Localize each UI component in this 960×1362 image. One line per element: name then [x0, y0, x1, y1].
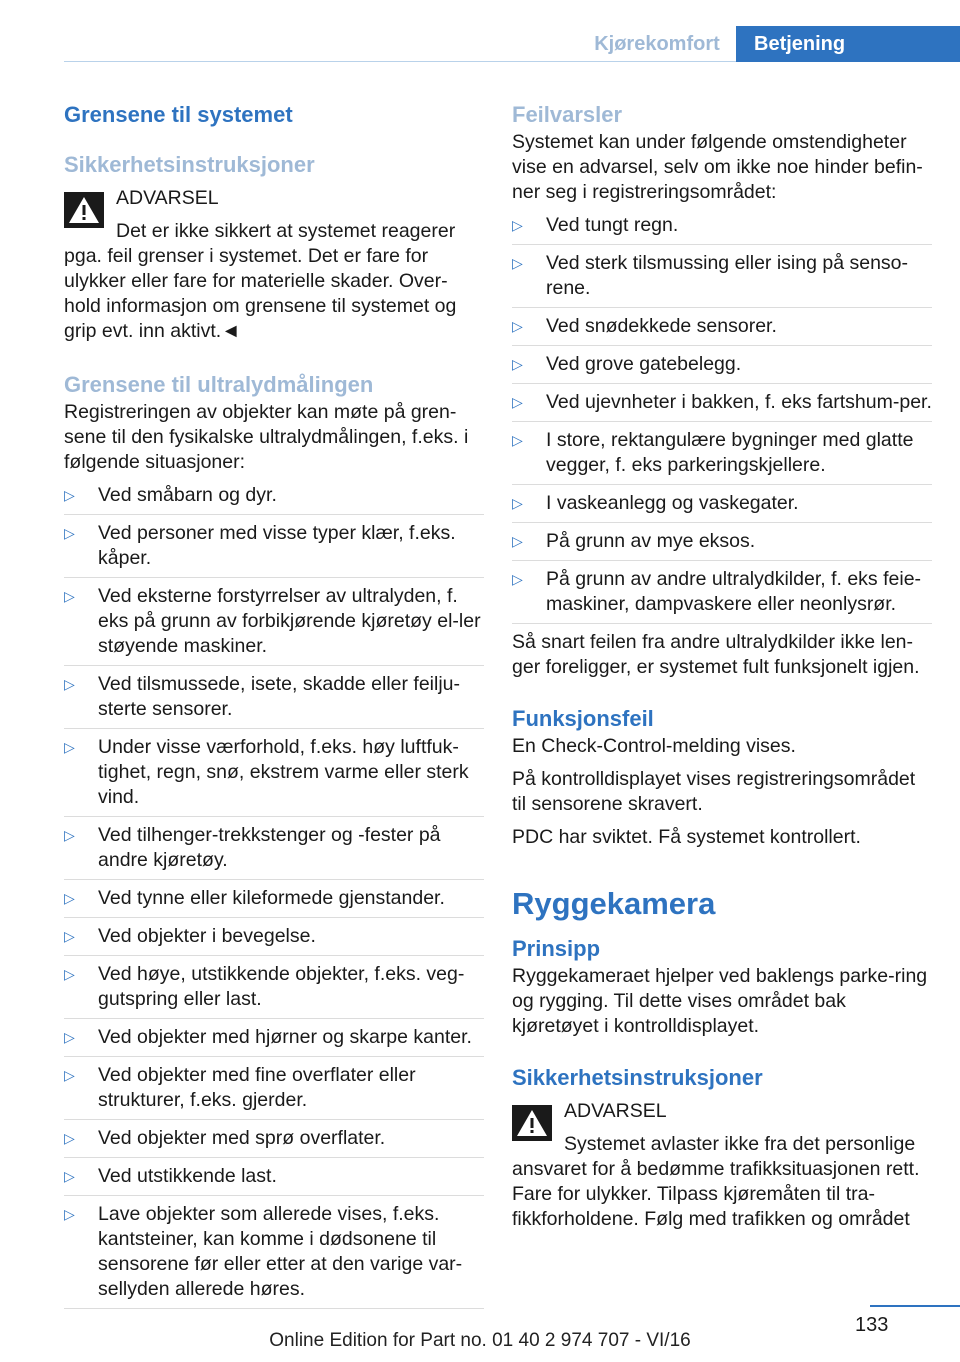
footer-edition: Online Edition for Part no. 01 40 2 974 707 - VI/16 [269, 1330, 691, 1351]
list-item [512, 213, 932, 245]
header-section-tab[interactable]: Kjørekomfort [594, 33, 720, 55]
list-item [64, 1025, 484, 1057]
list-item [512, 567, 932, 624]
triangle-bullet-icon: ▷ [64, 966, 75, 982]
triangle-bullet-icon: ▷ [512, 255, 523, 271]
heading-feilvarsler: Feilvarsler [512, 102, 623, 127]
list-item-text: Lave objekter som allerede vises, f.eks. kantsteiner, kan komme i dødsonene til sensorene før eller etter at den varige var-sellyden allerede høres. [98, 1203, 463, 1300]
list-item [64, 886, 484, 918]
triangle-bullet-icon: ▷ [512, 356, 523, 372]
list-item-text: I vaskeanlegg og vaskegater. [546, 492, 799, 514]
list-item-text: Under visse værforhold, f.eks. høy luftfuk-tighet, regn, snø, ekstrem varme eller sterk vind. [98, 736, 469, 808]
list-item [64, 521, 484, 578]
list-item [64, 1126, 484, 1158]
list-item-text: Ved grove gatebelegg. [546, 353, 742, 375]
warning-text: pga. feil grenser i systemet. Det er fare for ulykker eller fare for materielle skader. Over-hold informasjon om grensene til systemet og grip evt. inn aktivt.◄ [64, 245, 457, 342]
triangle-bullet-icon: ▷ [512, 394, 523, 410]
list-item-text: Ved høye, utstikkende objekter, f.eks. veg-gutspring eller last. [98, 963, 465, 1010]
triangle-bullet-icon: ▷ [64, 739, 75, 755]
situation-list [64, 483, 484, 1309]
list-item [512, 251, 932, 308]
paragraph-ultralyd: Registreringen av objekter kan møte på gren-sene til den fysikalske ultralydmålingen, f.eks. i følgende situasjoner: [64, 401, 469, 473]
paragraph-prinsipp: Ryggekameraet hjelper ved baklengs parke-ring og rygging. Til dette vises området bak kjøretøyet i kontrolldisplayet. [512, 965, 928, 1037]
list-item [512, 428, 932, 485]
list-item-text: Ved ujevnheter i bakken, f. eks fartshum-per. [546, 391, 932, 413]
list-item-text: Ved utstikkende last. [98, 1165, 277, 1187]
header-active-tab[interactable]: Betjening [736, 26, 960, 62]
triangle-bullet-icon: ▷ [64, 890, 75, 906]
list-item-text: Ved tilsmussede, isete, skadde eller feilju-sterte sensorer. [98, 673, 461, 720]
triangle-bullet-icon: ▷ [64, 827, 75, 843]
list-item-text: På grunn av andre ultralydkilder, f. eks feie-maskiner, dampvaskere eller neonlysrør. [546, 568, 922, 615]
paragraph-feilvarsler: Systemet kan under følgende omstendigheter vise en advarsel, selv om ikke noe hinder befin-ner seg i registreringsområdet: [512, 131, 923, 203]
list-item [512, 390, 932, 422]
warning-first-line: Det er ikke sikkert at systemet reagerer [116, 220, 456, 242]
triangle-bullet-icon: ▷ [512, 318, 523, 334]
list-item-text: Ved objekter med hjørner og skarpe kanter. [98, 1026, 472, 1048]
list-item [512, 529, 932, 561]
paragraph-funk-2: På kontrolldisplayet vises registreringsområdet til sensorene skravert. [512, 768, 916, 815]
heading-prinsipp: Prinsipp [512, 936, 601, 961]
list-item-text: Ved tungt regn. [546, 214, 679, 236]
list-item-text: Ved tynne eller kileformede gjenstander. [98, 887, 445, 909]
heading-grensene: Grensene til systemet [64, 102, 293, 127]
list-item-text: Ved småbarn og dyr. [98, 484, 277, 506]
warning-text: ansvaret for å bedømme trafikksituasjonen rett. Fare for ulykker. Tilpass kjøremåten til tra-fikkforholdene. Følg med trafikken og området [512, 1158, 920, 1230]
warning-label: ADVARSEL [564, 1100, 667, 1122]
triangle-bullet-icon: ▷ [512, 217, 523, 233]
list-item [512, 491, 932, 523]
list-item [64, 1202, 484, 1309]
heading-ryggekamera: Ryggekamera [512, 886, 716, 921]
triangle-bullet-icon: ▷ [64, 1206, 75, 1222]
list-item [512, 352, 932, 384]
triangle-bullet-icon: ▷ [512, 571, 523, 587]
list-item-text: Ved objekter med sprø overflater. [98, 1127, 386, 1149]
triangle-bullet-icon: ▷ [64, 676, 75, 692]
list-item [64, 1164, 484, 1196]
triangle-bullet-icon: ▷ [64, 525, 75, 541]
list-item [64, 483, 484, 515]
triangle-bullet-icon: ▷ [64, 928, 75, 944]
triangle-bullet-icon: ▷ [64, 487, 75, 503]
warning-block [64, 186, 484, 244]
list-item-text: I store, rektangulære bygninger med glatte vegger, f. eks parkeringskjellere. [546, 429, 914, 476]
list-item-text: Ved tilhenger-trekkstenger og -fester på andre kjøretøy. [98, 824, 441, 871]
paragraph-funk-1: En Check-Control-melding vises. [512, 735, 796, 757]
list-item [64, 924, 484, 956]
list-item [64, 1063, 484, 1120]
list-item-text: Ved snødekkede sensorer. [546, 315, 777, 337]
triangle-bullet-icon: ▷ [64, 1168, 75, 1184]
triangle-bullet-icon: ▷ [64, 588, 75, 604]
list-item [64, 672, 484, 729]
list-item-text: Ved eksterne forstyrrelser av ultralyden, f. eks på grunn av forbikjørende kjøretøy el-ler støyende maskiner. [98, 585, 481, 657]
warning-block-2 [512, 1099, 932, 1157]
warning-icon [512, 1105, 552, 1141]
list-item-text: Ved objekter med fine overflater eller strukturer, f.eks. gjerder. [98, 1064, 416, 1111]
page-number: 133 [855, 1314, 889, 1336]
list-item-text: På grunn av mye eksos. [546, 530, 756, 552]
footer-rule [870, 1305, 960, 1307]
triangle-bullet-icon: ▷ [512, 533, 523, 549]
triangle-bullet-icon: ▷ [512, 495, 523, 511]
triangle-bullet-icon: ▷ [512, 432, 523, 448]
warning-first-line: Systemet avlaster ikke fra det personlige [564, 1133, 916, 1155]
paragraph-snart: Så snart feilen fra andre ultralydkilder ikke len-ger foreligger, er systemet fult funksjonelt igjen. [512, 631, 920, 678]
triangle-bullet-icon: ▷ [64, 1067, 75, 1083]
list-item [64, 735, 484, 817]
list-item [512, 314, 932, 346]
list-item-text: Ved sterk tilsmussing eller ising på senso-rene. [546, 252, 908, 299]
list-item-text: Ved personer med visse typer klær, f.eks. kåper. [98, 522, 456, 569]
list-item-text: Ved objekter i bevegelse. [98, 925, 316, 947]
triangle-bullet-icon: ▷ [64, 1029, 75, 1045]
heading-sikkerhet: Sikkerhetsinstruksjoner [64, 152, 315, 177]
warning-icon [64, 192, 104, 228]
list-item [64, 584, 484, 666]
warning-label: ADVARSEL [116, 187, 219, 209]
list-item [64, 823, 484, 880]
list-item [64, 962, 484, 1019]
heading-sikkerhet-2: Sikkerhetsinstruksjoner [512, 1065, 763, 1090]
error-list [512, 213, 932, 624]
triangle-bullet-icon: ▷ [64, 1130, 75, 1146]
right-column [512, 100, 932, 1232]
heading-funksjonsfeil: Funksjonsfeil [512, 706, 654, 731]
left-column [64, 100, 484, 1315]
heading-ultralyd: Grensene til ultralydmålingen [64, 372, 374, 397]
paragraph-funk-3: PDC har sviktet. Få systemet kontrollert. [512, 826, 861, 848]
